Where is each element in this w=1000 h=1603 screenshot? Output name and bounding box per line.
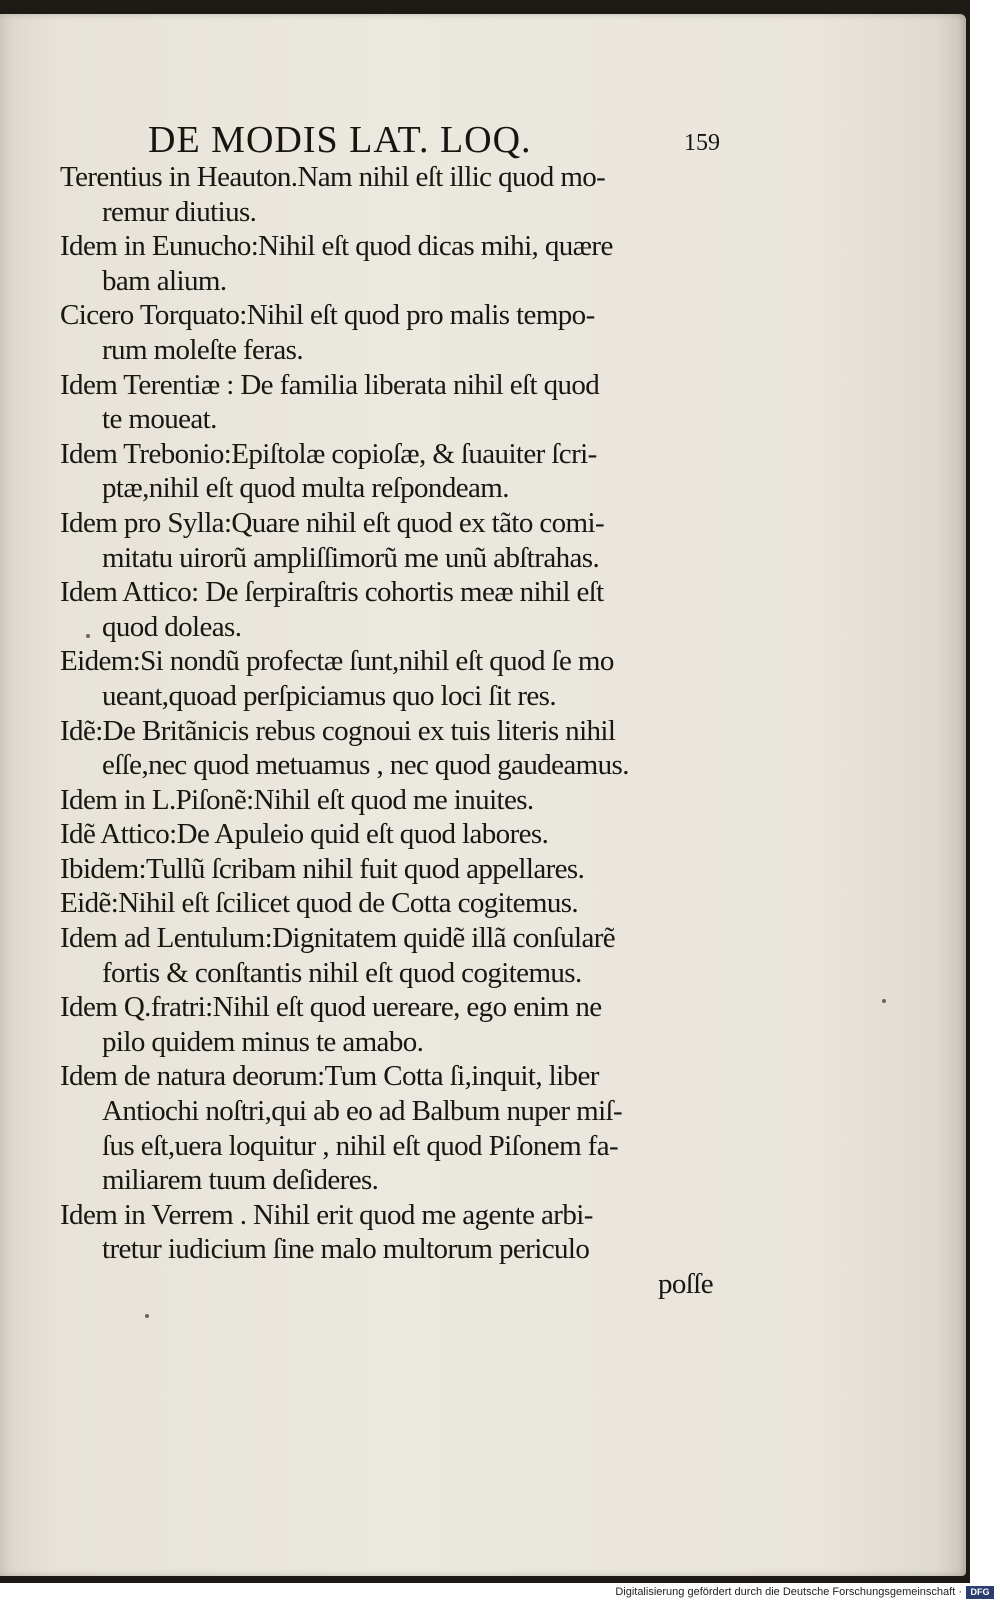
text-line: pilo quidem minus te amabo. xyxy=(102,1025,424,1058)
text-line: ptæ,nihil eſt quod multa reſpondeam. xyxy=(102,472,509,505)
text-line: ſus eſt,uera loquitur , nihil eſt quod Piſonem fa- xyxy=(102,1129,619,1162)
text-line: remur diutius. xyxy=(102,195,257,228)
page-number: 159 xyxy=(684,130,720,156)
text-line: quod doleas. xyxy=(102,610,242,643)
running-title: DE MODIS LAT. LOQ. xyxy=(148,119,532,161)
paper-speck xyxy=(145,1314,149,1318)
text-line: bam alium. xyxy=(102,264,227,297)
book-page xyxy=(0,14,966,1576)
text-line: Idem de natura deorum:Tum Cotta ſi,inquit, liber xyxy=(60,1060,599,1093)
page-body xyxy=(60,160,730,1302)
text-line: Idem Trebonio:Epiſtolæ copioſæ, & ſuauiter ſcri- xyxy=(60,437,597,470)
text-line: Idem ad Lentulum:Dignitatem quidẽ illã conſularẽ xyxy=(60,922,616,955)
text-line: Eidem:Si nondũ profectæ ſunt,nihil eſt quod ſe mo xyxy=(60,645,614,678)
footer-bar xyxy=(0,1583,1000,1603)
digitization-credit: Digitalisierung gefördert durch die Deutsche Forschungsgemeinschaft · xyxy=(615,1586,962,1598)
text-line: te moueat. xyxy=(102,403,217,436)
text-line: Terentius in Heauton.Nam nihil eſt illic quod mo- xyxy=(60,161,606,193)
text-line: fortis & conſtantis nihil eſt quod cogitemus. xyxy=(102,956,582,989)
text-line: Cicero Torquato:Nihil eſt quod pro malis tempo- xyxy=(60,299,595,332)
text-line: eſſe,nec quod metuamus , nec quod gaudeamus. xyxy=(102,749,629,782)
text-line: Eidẽ:Nihil eſt ſcilicet quod de Cotta cogitemus. xyxy=(60,887,579,920)
text-line: tretur iudicium ſine malo multorum periculo xyxy=(102,1233,590,1266)
text-line: Idem in Verrem . Nihil erit quod me agente arbi- xyxy=(60,1198,593,1231)
text-line: Antiochi noſtri,qui ab eo ad Balbum nuper miſ- xyxy=(102,1095,623,1128)
text-line: mitatu uirorũ ampliſſimorũ me unũ abſtrahas. xyxy=(102,541,600,574)
text-line: miliarem tuum deſideres. xyxy=(102,1164,379,1197)
catchword: poſſe xyxy=(658,1268,713,1300)
text-line: Idem Q.fratri:Nihil eſt quod uereare, ego enim ne xyxy=(60,991,602,1024)
text-line: Ibidem:Tullũ ſcribam nihil fuit quod appellares. xyxy=(60,852,585,885)
text-line: Idem in Eunucho:Nihil eſt quod dicas mihi, quære xyxy=(60,230,613,263)
text-line: Idẽ:De Britãnicis rebus cognoui ex tuis literis nihil xyxy=(60,714,616,747)
text-line: ueant,quoad perſpiciamus quo loci ſit res. xyxy=(102,679,556,712)
text-line: Idẽ Attico:De Apuleio quid eſt quod labores. xyxy=(60,818,549,851)
paper-speck xyxy=(882,999,886,1003)
text-line: Idem Attico: De ſerpiraſtris cohortis meæ nihil eſt xyxy=(60,576,604,609)
text-line: Idem in L.Piſonẽ:Nihil eſt quod me inuites. xyxy=(60,783,534,816)
text-line: Idem pro Sylla:Quare nihil eſt quod ex tãto comi- xyxy=(60,506,605,539)
paper-speck xyxy=(86,634,90,638)
dfg-logo: DFG xyxy=(966,1586,994,1599)
text-line: rum moleſte feras. xyxy=(102,333,303,366)
text-line: Idem Terentiæ : De familia liberata nihil eſt quod xyxy=(60,368,600,401)
